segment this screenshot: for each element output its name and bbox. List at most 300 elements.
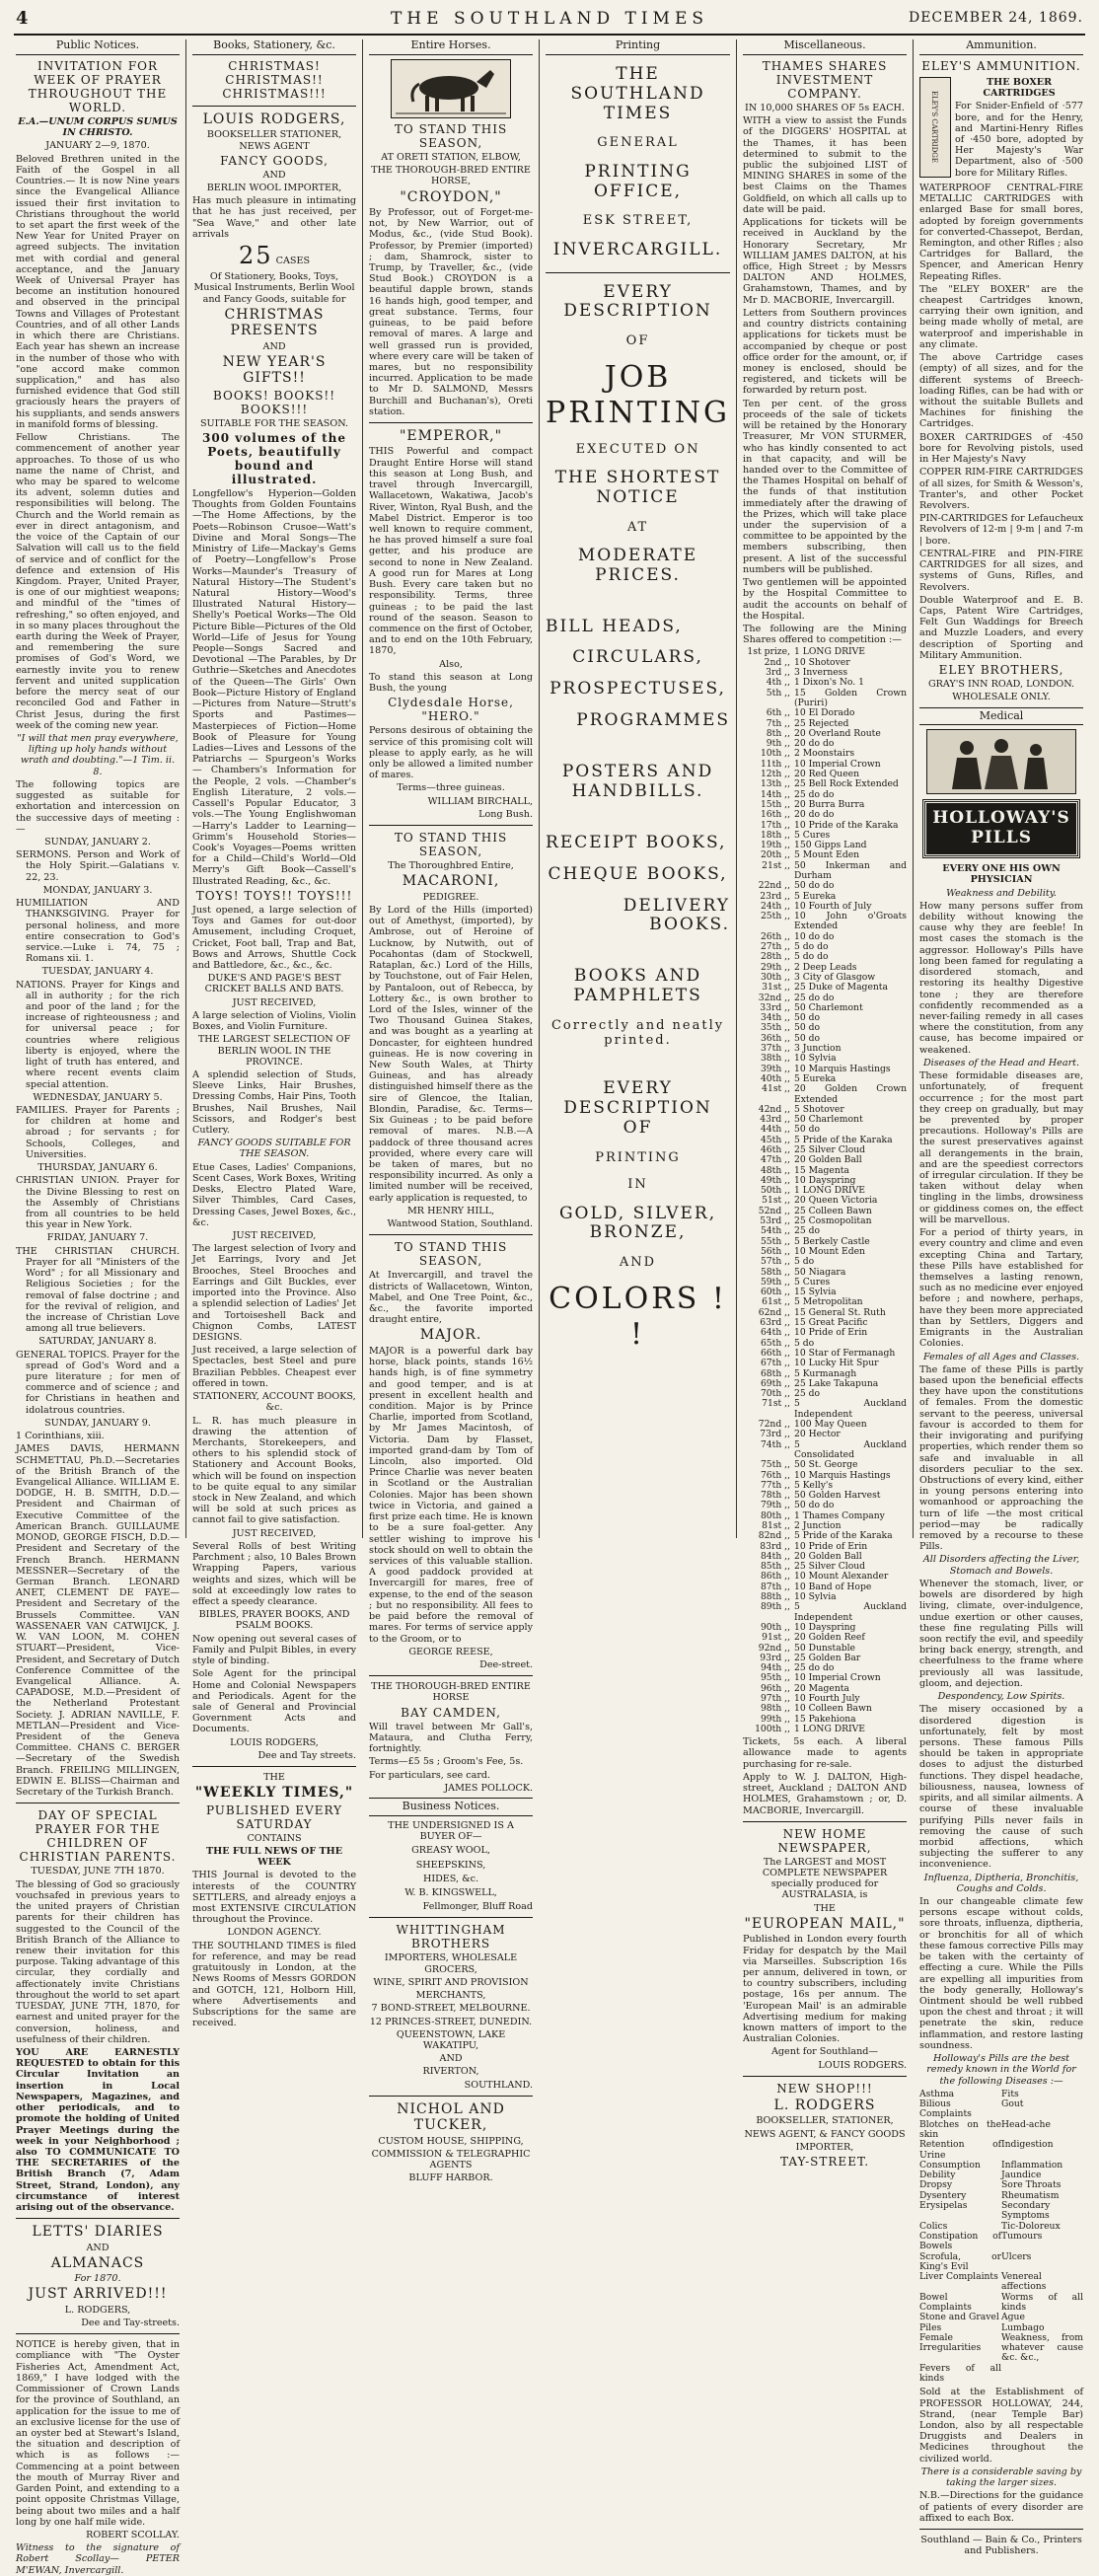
horse-text: MAJOR is a powerful dark bay horse, black points, stands 16½ hands high, is of fine symmetry and good temper, and is at present in excellent health and condition. Major is by Prince Charlie, imported from Scotland, by Mr James Macintosh, of Victoria. Dam by Flasset, imported grand-dam by Tom of Lincoln, also imported. Old Prince Charlie was never beaten in Scotland or the Australian Colonies. Major has been shown twice in Victoria, and gained a first prize each time. He is known to be a sure foal-getter. Any settler wishing to improve his stock should on well to obtain the services of this valuable stallion. A good paddock provided at Invercargill for mares, free of expense, to the end of the season ; but no responsibility. All fees to be paid before the removal of mares. For terms of service apply to the Groom, or to bbox=[369, 1345, 534, 1645]
published: PUBLISHED EVERY SATURDAY bbox=[205, 1803, 343, 1831]
office: PRINTING OFFICE, bbox=[584, 161, 692, 201]
prize-number: 92nd ,, bbox=[758, 1642, 790, 1654]
prize-shares: 2 Junction bbox=[794, 1519, 842, 1531]
filed-text: THE SOUTHLAND TIMES is filed for reference, and may be read gratuitously in London, at the News Rooms of Messrs GORDON and GOTCH, 121, Holborn Hill, where Advertisements and Subscriptions for the same are received. bbox=[192, 1940, 357, 2029]
prize-number: 93rd ,, bbox=[760, 1652, 790, 1663]
and-word: AND bbox=[619, 1255, 657, 1271]
firm-name: WHITTINGHAM BROTHERS bbox=[396, 1923, 506, 1951]
prize-shares: 10 Band of Hope bbox=[794, 1581, 872, 1592]
horse-illustration bbox=[391, 59, 511, 118]
section-header: Entire Horses. bbox=[369, 39, 533, 55]
prize-shares: 10 Pride of Erin bbox=[794, 1540, 868, 1552]
programmes: PROGRAMMES bbox=[576, 710, 730, 731]
prize-number: 15th ,, bbox=[760, 798, 790, 810]
firm-trade: COMMISSION & TELEGRAPHIC AGENTS bbox=[371, 2148, 531, 2171]
prize-number: 48th ,, bbox=[760, 1164, 790, 1176]
disease-item: Secondary Symptoms bbox=[1001, 2200, 1051, 2222]
violins: A large selection of Violins, Violin Boxes, and Violin Furniture. bbox=[192, 1009, 357, 1033]
column-miscellaneous bbox=[737, 38, 914, 2169]
divider bbox=[192, 1766, 356, 1767]
disease-item: Blotches on the skin bbox=[919, 2118, 1002, 2140]
masthead bbox=[14, 6, 1085, 36]
disease-item: Consumption bbox=[919, 2159, 981, 2171]
paragraph: Ten per cent. of the gross proceeds of the sale of tickets will be retained by the Honorary Treasurer, Mr VON STURMER, who has kindly consented to act in that capacity, and will be handed over to the Committee of the Thames Hospital on behalf of the funds of that institution immediately after the drawing of the Prizes, which will take place under the supervision of a committee to be appointed by the members subscribing, then present. A list of the successful numbers will be published. bbox=[743, 398, 908, 575]
prize-shares: 10 Sylvia bbox=[794, 1591, 837, 1603]
bibles-heading: BIBLES, PRAYER BOOKS, AND PSALM BOOKS. bbox=[198, 1609, 350, 1632]
sheepskins: SHEEPSKINS, bbox=[415, 1859, 486, 1871]
cases-number: 25 bbox=[239, 242, 273, 270]
prize-number: 79th ,, bbox=[760, 1500, 790, 1511]
disease-item: Stone and Gravel bbox=[919, 2312, 999, 2323]
day-text: THE CHRISTIAN CHURCH. Prayer for all "Ministers of the Word" ; for all Missionary and Religious Societies ; for the removal of false doctrine ; and for the revival of religion, and the increase of Christian Love among all true believers. bbox=[16, 1245, 181, 1335]
prize-shares: 5 do bbox=[794, 1256, 815, 1268]
terms: Terms—£5 5s ; Groom's Fee, 5s. bbox=[369, 1756, 524, 1768]
disease-item: Jaundice bbox=[1001, 2170, 1042, 2181]
section-header: Printing bbox=[546, 39, 730, 55]
prize-number: 6th ,, bbox=[766, 707, 790, 719]
paragraph: N.B.—Directions for the guidance of patients of every disorder are affixed to each Box. bbox=[919, 2490, 1084, 2524]
prize-shares: 50 do bbox=[794, 1032, 821, 1044]
article-title: DAY OF SPECIAL PRAYER FOR THE CHILDREN OF CHRISTIAN PARENTS. bbox=[19, 1808, 177, 1865]
prize-number: 2nd ,, bbox=[764, 656, 790, 668]
paragraph: In our changeable climate few persons escape without colds, sore throats, influenza, diptheria, or bronchitis for all of which these famous corrective Pills may be taken with the certainty of effecting a cure. While the Pills are expelling all impurities from the body generally, Holloway's Ointment should be well rubbed upon the chest and throat ; it will penetrate the skin, reduce inflammation, and restore lasting soundness. bbox=[919, 1896, 1084, 2051]
prize-shares: 20 do do bbox=[794, 809, 835, 821]
gold-silver-bronze: GOLD, SILVER, BRONZE, bbox=[558, 1203, 717, 1243]
prize-number: 7th ,, bbox=[766, 717, 790, 729]
firm-trade: WINE, SPIRIT AND PROVISION bbox=[373, 1976, 529, 1988]
dates: TUESDAY, JUNE 7TH 1870. bbox=[31, 1866, 165, 1877]
prize-shares: 20 Queen Victoria bbox=[794, 1195, 878, 1207]
every-description: EVERY DESCRIPTION bbox=[563, 281, 712, 322]
signature-place: Fellmonger, Bluff Road bbox=[422, 1901, 534, 1913]
prize-shares: 50 do bbox=[794, 1012, 821, 1024]
prize-shares: 1 LONG DRIVE bbox=[794, 646, 865, 658]
subhead: Despondency, Low Spirits. bbox=[937, 1691, 1065, 1703]
firm-name: ELEY BROTHERS, bbox=[938, 663, 1064, 678]
revolving: BOXER CARTRIDGES of ·450 bore for Revolving pistols, used in Her Majesty's Navy bbox=[919, 431, 1084, 466]
prize-shares: 25 Colleen Bawn bbox=[794, 1205, 872, 1216]
prize-row bbox=[743, 1633, 907, 1643]
signature: W. B. KINGSWELL, bbox=[404, 1886, 497, 1898]
wholesale: WHOLESALE ONLY. bbox=[952, 692, 1051, 703]
prize-shares: 5 Auckland Independent bbox=[794, 1601, 908, 1623]
prize-shares: 50 do do bbox=[794, 1500, 835, 1511]
prize-number: 95th ,, bbox=[760, 1672, 790, 1684]
and-word: AND bbox=[262, 169, 286, 181]
ad-name: L. RODGERS, bbox=[64, 2304, 131, 2316]
subhead: Weakness and Debility. bbox=[946, 887, 1057, 899]
prize-shares: 20 Golden Ball bbox=[794, 1154, 862, 1166]
prize-shares: 25 Golden Bar bbox=[794, 1652, 861, 1663]
prize-number: 11th ,, bbox=[760, 758, 790, 770]
disease-item: Lumbago bbox=[1001, 2321, 1045, 2333]
every-description: EVERY DESCRIPTION OF bbox=[563, 1078, 712, 1139]
prize-number: 57th ,, bbox=[760, 1256, 790, 1268]
signature-place: Dee-street. bbox=[479, 1658, 534, 1670]
prize-number: 55th ,, bbox=[760, 1235, 790, 1247]
prize-shares: 5 Eureka bbox=[794, 1072, 837, 1084]
shares: IN 10,000 SHARES OF 5s EACH. bbox=[745, 102, 905, 113]
journal-text: THIS Journal is devoted to the interests of the COUNTRY SETTLERS, and already enjoys a most EXTENSIVE CIRCULATION throughout the Province. bbox=[192, 1870, 357, 1926]
paper-name: THE SOUTHLAND TIMES bbox=[570, 63, 705, 123]
disease-item: Female Irregularities bbox=[919, 2331, 982, 2354]
prize-shares: 25 Duke of Magenta bbox=[794, 982, 888, 994]
page-number: 4 bbox=[16, 8, 29, 29]
disease-item: Head-ache bbox=[1001, 2118, 1051, 2130]
prize-number: 89th ,, bbox=[760, 1601, 790, 1613]
new-years-gifts: NEW YEAR'S GIFTS!! bbox=[222, 353, 327, 387]
prize-shares: 3 Inverness bbox=[794, 667, 848, 679]
prize-row bbox=[743, 708, 907, 718]
christmas-presents: CHRISTMAS PRESENTS bbox=[224, 306, 325, 339]
prize-shares: 25 do do bbox=[794, 788, 835, 800]
prize-shares: 50 St. George bbox=[794, 1459, 858, 1471]
prize-number: 60th ,, bbox=[760, 1287, 790, 1298]
prize-row bbox=[743, 689, 907, 709]
physician-illustration bbox=[926, 729, 1076, 794]
copper: COPPER RIM-FIRE CARTRIDGES of all sizes, for Smith & Wesson's, Tranter's, and other Pocket Revolvers. bbox=[919, 467, 1084, 511]
prize-number: 5th ,, bbox=[766, 687, 790, 699]
just-received: JUST RECEIVED, bbox=[232, 996, 317, 1008]
divider bbox=[369, 1234, 533, 1235]
section-header: Ammunition. bbox=[919, 39, 1083, 55]
booklist: Longfellow's Hyperion—Golden Thoughts from Golden Fountains—The Home Affections, by the Poets—Robinson Crusoe—Watt's Divine and Moral Songs—The Ministry of Life—Mackay's Gems of Poetry—Longfellow's Prose Works—Maunder's Treasury of Natural History—The Student's Natural History—Wood's Illustrated Natural History—Shelly's Poetical Works—The Old Picture Bible—Pictures of the Old World—Life of Jesus for Young People—Songs Sacred and Devotional —The Parables, by Dr Guthrie—Sketches and Anecdotes of the Queen—The Girls' Own Book—Picture History of England—Pictures from Nature—Strutt's Sports and Pastimes—Masterpieces of Fiction—Home Book of Pleasure for Young Ladies—Lives and Lessons of the Patriarchs — Spurgeon's Works — Chambers's Information for the People, 2 vols. —Chamber's English Literature, 2 vols.—Cassell's Popular Educator, 3 vols.—The Young Englishwoman—Harry's Ladder to Learning—Grimm's Household Stories—Cook's Voyages—Poems written for a Child—Child's World—Old Merry's Gift Book—Cassell's Illustrated Reading, &c., &c. bbox=[192, 487, 357, 887]
prize-number: 21st ,, bbox=[762, 859, 790, 871]
horse-text: Persons desirous of obtaining the service of this promising colt will please to apply early, as he will only be allowed a limited number of mares. bbox=[369, 725, 534, 781]
prize-shares: 10 Dayspring bbox=[794, 1621, 856, 1633]
prize-number: 100th ,, bbox=[755, 1723, 790, 1734]
prize-shares: 10 John o'Groats Extended bbox=[794, 911, 908, 932]
columns bbox=[10, 38, 1089, 2576]
firm-trade: IMPORTERS, WHOLESALE GROCERS, bbox=[384, 1952, 518, 1975]
prize-number: 32nd ,, bbox=[758, 992, 790, 1003]
prize-shares: 50 do bbox=[794, 1022, 821, 1034]
intro: Has much pleasure in intimating that he has just received, per "Sea Wave," and other late arrivals bbox=[192, 195, 357, 240]
stand-heading: TO STAND THIS SEASON, bbox=[394, 121, 508, 150]
prize-row bbox=[743, 810, 907, 820]
disease-item: Fits bbox=[1001, 2088, 1019, 2099]
of: OF bbox=[625, 333, 650, 349]
prize-number: 50th ,, bbox=[760, 1185, 790, 1197]
full-news: THE FULL NEWS OF THE WEEK bbox=[206, 1845, 343, 1869]
prize-number: 24th ,, bbox=[760, 900, 790, 912]
paper-title: THE SOUTHLAND TIMES bbox=[390, 9, 709, 29]
prize-shares: 20 Red Queen bbox=[794, 769, 860, 780]
prize-shares: 10 Mount Alexander bbox=[794, 1571, 889, 1582]
day-text: NATIONS. Prayer for Kings and all in authority ; for the rich and poor of the land ; for the increase of righteousness ; and for universal peace ; for countries where religious liberty is enjoyed, where the light of truth has entered, and where recent events claim special attention. bbox=[16, 979, 181, 1090]
disease-item: Fevers of all kinds bbox=[919, 2362, 1002, 2385]
prize-shares: 5 do do bbox=[794, 951, 829, 963]
prize-number: 62nd ,, bbox=[758, 1306, 790, 1318]
day-text: FAMILIES. Prayer for Parents ; for children at home and abroad ; for servants ; for Schools, Colleges, and Universities. bbox=[16, 1105, 181, 1160]
prize-shares: 10 El Dorado bbox=[794, 707, 855, 719]
disease-item: Rheumatism bbox=[1001, 2189, 1060, 2201]
firm-address: GRAY'S INN ROAD, LONDON. bbox=[927, 679, 1075, 691]
divider bbox=[919, 2529, 1083, 2530]
day-title: SUNDAY, JANUARY 2. bbox=[44, 836, 151, 847]
column-public-notices bbox=[10, 38, 186, 2576]
berlin: BERLIN WOOL IMPORTER, bbox=[206, 183, 342, 194]
bill-heads: BILL HEADS, bbox=[546, 616, 683, 636]
firm-trade: MERCHANTS, bbox=[415, 1990, 486, 2002]
prize-number: 76th ,, bbox=[760, 1469, 790, 1481]
prize-shares: 5 Berkely Castle bbox=[794, 1235, 870, 1247]
firm-address: RIVERTON, bbox=[422, 2066, 479, 2078]
prize-number: 35th ,, bbox=[760, 1022, 790, 1034]
prize-row bbox=[743, 983, 907, 993]
colors: COLORS ! ! bbox=[549, 1282, 727, 1352]
prize-number: 74th ,, bbox=[760, 1438, 790, 1450]
disease-item: Colics bbox=[919, 2220, 948, 2232]
apply: Apply to W. J. DALTON, High-street, Auckland ; DALTON AND HOLMES, Grahamstown ; or, D. MACBORIE, Invercargill. bbox=[743, 1771, 908, 1816]
prize-number: 34th ,, bbox=[760, 1012, 790, 1024]
disease-item: Erysipelas bbox=[919, 2200, 968, 2212]
prize-shares: 10 Marquis Hastings bbox=[794, 1469, 891, 1481]
prize-number: 58th ,, bbox=[760, 1266, 790, 1278]
prize-number: 77th ,, bbox=[760, 1479, 790, 1491]
paragraph: These formidable diseases are, unfortunately, of frequent occurrence ; for the most part they creep on gradually, but may be prevented by proper precautions. Holloway's Pills are the surest preservatives against all derangements in the brain, and are the speediest correctors of irregular circulation. If they be taken without delay when tingling in the limbs, drowsiness or giddiness comes on, the effect will be marvellous. bbox=[919, 1070, 1084, 1225]
pin: PIN-CARTRIDGES for Lefaucheux Revolvers of 12-m | 9-m | and 7-m | bore. bbox=[919, 513, 1084, 547]
disease-item: Venereal affections bbox=[1001, 2271, 1047, 2293]
prize-shares: 3 City of Glasgow bbox=[794, 971, 876, 983]
prize-shares: 5 Cures bbox=[794, 1276, 831, 1288]
eley-boxer: The "ELEY BOXER" are the cheapest Cartridges known, carrying their own ignition, and being made wholly of metal, are waterproof and imperishable in any climate. bbox=[919, 283, 1084, 350]
prize-number: 27th ,, bbox=[760, 941, 790, 953]
new-shop: NEW SHOP!!! bbox=[776, 2081, 873, 2096]
prize-number: 81st ,, bbox=[762, 1519, 790, 1531]
prize-row bbox=[743, 1359, 907, 1368]
company-title: THAMES SHARES INVESTMENT COMPANY. bbox=[762, 58, 888, 101]
prize-number: 99th ,, bbox=[760, 1713, 790, 1725]
paragraph: For a period of thirty years, in every country and clime and even excepting China and Tartary, these Pills have established for themselves a lasting renown, such as no medicine ever enjoyed before ; and nowhere, perhaps, have they been more appreciated than by Settlers, Diggers and Emigrants in the Australian Colonies. bbox=[919, 1227, 1084, 1350]
prize-shares: 10 Star of Fermanagh bbox=[794, 1347, 896, 1359]
article-title: INVITATION FOR WEEK OF PRAYER THROUGHOUT THE WORLD. bbox=[28, 58, 168, 114]
firm-trade: CUSTOM HOUSE, SHIPPING, bbox=[378, 2135, 524, 2147]
prize-number: 84th ,, bbox=[760, 1550, 790, 1562]
prize-number: 28th ,, bbox=[760, 951, 790, 963]
signature-address: Dee and Tay streets. bbox=[257, 1749, 357, 1761]
prize-shares: 50 do do bbox=[794, 880, 835, 892]
prize-number: 25th ,, bbox=[760, 911, 790, 922]
prize-shares: 25 Rejected bbox=[794, 717, 849, 729]
horse-name: Clydesdale Horse, "HERO." bbox=[388, 696, 514, 724]
prize-number: 49th ,, bbox=[760, 1174, 790, 1186]
prize-shares: 5 Eureka bbox=[794, 890, 837, 902]
prize-shares: 15 General St. Ruth bbox=[794, 1306, 886, 1318]
prize-row bbox=[743, 1399, 907, 1420]
prize-shares: 150 Gipps Land bbox=[794, 840, 867, 851]
firm-address: 7 BOND-STREET, MELBOURNE. bbox=[371, 2003, 531, 2015]
ad-title: LETTS' DIARIES bbox=[32, 2224, 164, 2241]
paragraph: Two gentlemen will be appointed by the Hospital Committee to audit the accounts on behalf of the Hospital. bbox=[743, 577, 908, 622]
prize-number: 73rd ,, bbox=[760, 1429, 790, 1440]
notice-witness: Witness to the signature of Robert Scollay— PETER M'EWAN, Invercargill. bbox=[16, 2542, 181, 2576]
prize-number: 97th ,, bbox=[760, 1693, 790, 1705]
prize-shares: 100 May Queen bbox=[794, 1419, 867, 1431]
subhead: Holloway's Pills are the best remedy known in the World for the following Diseases :— bbox=[926, 2053, 1076, 2087]
prize-number: 36th ,, bbox=[760, 1032, 790, 1044]
prize-shares: 5 do do bbox=[794, 941, 829, 953]
prize-number: 12th ,, bbox=[760, 769, 790, 780]
prize-shares: 20 Magenta bbox=[794, 1682, 849, 1694]
disease-item: Scrofula, or King's Evil bbox=[919, 2250, 1002, 2272]
prize-number: 91st ,, bbox=[762, 1632, 790, 1644]
horse-text: THIS Powerful and compact Draught Entire Horse will stand this season at Long Bush, and travel through Invercargill, Wallacetown, Wakatiwa, Jacob's River, Winton, Ryal Bush, and the Mabel District. Emperor is too well known to require comment, he has proved himself a sure foal getter, and his produce are second to none in New Zealand. A good run for Mares at Long Bush. Every care taken but no responsibility. Terms, three guineas ; to be paid the last round of the season. Season to commence on the first of October, and to end on the 10th February, 1870, bbox=[369, 446, 534, 657]
prize-shares: 10 Pride of the Karaka bbox=[794, 819, 899, 831]
prize-row bbox=[743, 1084, 907, 1105]
ad-and: AND bbox=[86, 2242, 110, 2253]
prize-shares: 50 do bbox=[794, 1124, 821, 1136]
thoroughbred: The Thoroughbred Entire, bbox=[388, 860, 514, 872]
disease-item: Tic-Doloreux bbox=[1001, 2220, 1061, 2232]
hides: HIDES, &c. bbox=[422, 1873, 479, 1884]
divider bbox=[743, 1821, 907, 1822]
prize-shares: 5 Mount Eden bbox=[794, 849, 860, 861]
prize-number: 70th ,, bbox=[760, 1388, 790, 1400]
paragraph: Fellow Christians. The commencement of another year approaches. To those of us who name the name of Christ, and who may be spared to welcome its advent, solemn duties and responsibilities will belong. The Church and the World remain as ever in direct antagonism, and the voice of the Captain of our Salvation will call us to the field of service and of conflict for the defence and extension of His Kingdom. Prayer, United Prayer, is one of our mightiest weapons; and mindful of the "times of refreshing," so often enjoyed, and in so many places throughout the earth during the Week of Prayer, and remembering the sure promises of God's Word, we earnestly invite you to renew fervent and united supplication before the mercy seat of our reconciled God and Father in Christ Jesus, during the first week of the coming new year. bbox=[16, 432, 181, 731]
prize-number: 71st ,, bbox=[762, 1398, 790, 1410]
prize-number: 39th ,, bbox=[760, 1063, 790, 1074]
paragraph: The fame of these Pills is partly based upon the beneficial effects they have upon the constitutions of females. From the domestic servant to the peeress, universal favour is accorded to them for their invigorating and purifying properties, which render them so safe and invaluable in all disorders peculiar to the sex. Obstructions of every kind, either in young persons entering into womanhood or approaching the turn of life —the most critical period—may be radically removed by a recourse to these Pills. bbox=[919, 1363, 1084, 1553]
prize-number: 66th ,, bbox=[760, 1347, 790, 1359]
prize-shares: 25 do do bbox=[794, 992, 835, 1003]
firm-address: QUEENSTOWN, LAKE WAKATIPU, bbox=[396, 2028, 506, 2051]
signature-place: Long Bush. bbox=[478, 808, 534, 820]
disease-item: Gout bbox=[1001, 2098, 1024, 2110]
ad-subtitle: ALMANACS bbox=[50, 2254, 145, 2271]
prize-shares: 25 Lake Takapuna bbox=[794, 1377, 879, 1389]
paragraph: Applications for tickets will be received in Auckland by the Honorary Secretary, Mr WILLIAM JAMES DALTON, at his office, High Street ; by Messrs DALTON AND HOLMES, Grahamstown, Thames, and by Mr D. MACBORIE, Invercargill. bbox=[743, 217, 908, 306]
stable: AT ORETI STATION, ELBOW, bbox=[381, 151, 521, 163]
divider bbox=[16, 2218, 180, 2219]
waterproof: WATERPROOF CENTRAL-FIRE METALLIC CARTRIDGES with enlarged Base for small bores, adopted by foreign governments for converted-Chassepot, Berdan, Remington, and other Rifles ; also Cartridges for Ballard, the Spencer, and American Henry Repeating Rifles. bbox=[919, 182, 1084, 282]
prize-shares: 5 Kurmanagh bbox=[794, 1367, 857, 1379]
shortest-notice: THE SHORTEST NOTICE bbox=[554, 467, 721, 507]
prize-number: 72nd ,, bbox=[758, 1419, 790, 1431]
paragraph: The misery occasioned by a disordered digestion is unfortunately, felt by most persons. These famous Pills should be taken in appropriate doses to adjust the disturbed functions. They dispel headache, biliousness, nausea, lowness of spirits, and all similar ailments. A course of these invaluable purifying Pills never fails in removing the cause of such morbid affections, which subjecting the sufferer to any inconvenience. bbox=[919, 1704, 1084, 1871]
disease-item: Constipation of Bowels bbox=[919, 2230, 1002, 2252]
boxer-title: THE BOXER CARTRIDGES bbox=[983, 76, 1056, 100]
disease-item: Sore Throats bbox=[1001, 2179, 1062, 2191]
prize-shares: 25 Bell Rock Extended bbox=[794, 778, 899, 790]
prize-number: 68th ,, bbox=[760, 1367, 790, 1379]
horse-name: MAJOR. bbox=[419, 1327, 482, 1344]
weekly-times: "WEEKLY TIMES," bbox=[194, 1785, 354, 1802]
prize-shares: 5 Auckland Consolidated bbox=[794, 1438, 908, 1460]
cheque-books: CHEQUE BOOKS, bbox=[548, 863, 728, 884]
prize-shares: 20 do do bbox=[794, 738, 835, 750]
prize-shares: 1 LONG DRIVE bbox=[794, 1723, 865, 1734]
street: ESK STREET, bbox=[582, 213, 694, 229]
prize-number: 63rd ,, bbox=[760, 1317, 790, 1329]
prize-number: 45th ,, bbox=[760, 1134, 790, 1145]
and-word: AND bbox=[439, 2053, 463, 2065]
disease-item: Tumours bbox=[1001, 2230, 1043, 2242]
cases-text: Of Stationery, Books, Toys, Musical Instruments, Berlin Wool and Fancy Goods, suitable for bbox=[193, 271, 355, 305]
disease-list bbox=[919, 2090, 1083, 2385]
prize-shares: 25 do bbox=[794, 1225, 821, 1237]
prize-number: 88th ,, bbox=[760, 1591, 790, 1603]
day-text: 1 Corinthians, xiii. bbox=[16, 1431, 105, 1442]
prize-shares: 15 Great Pacific bbox=[794, 1317, 868, 1329]
agent-name: LOUIS RODGERS. bbox=[818, 2059, 908, 2071]
prize-row bbox=[743, 1725, 907, 1734]
prize-number: 54th ,, bbox=[760, 1225, 790, 1237]
stand-heading: TO STAND THIS SEASON, bbox=[394, 1240, 508, 1269]
request: YOU ARE EARNESTLY REQUESTED to obtain for this Circular Invitation an insertion in Local Newspapers, Magazines, and other periodicals, and to promote the holding of United Prayer Meetings during the week in your Neighborhood ; also TO COMMUNICATE TO THE SECRETARIES of the British Branch (7, Adam Street, Strand, London), any circumstance of interest arising out of the observance. bbox=[16, 2046, 181, 2214]
prize-row bbox=[743, 1440, 907, 1461]
divider bbox=[369, 1675, 533, 1676]
prize-shares: 10 Marquis Hastings bbox=[794, 1063, 891, 1074]
signature: MR HENRY HILL, bbox=[406, 1205, 495, 1216]
prize-number: 40th ,, bbox=[760, 1072, 790, 1084]
agent: Agent for Southland— bbox=[770, 2046, 879, 2058]
prize-number: 23rd ,, bbox=[760, 890, 790, 902]
firm-address: 12 PRINCES-STREET, DUNEDIN. bbox=[369, 2016, 533, 2027]
prize-shares: 25 do do bbox=[794, 1662, 835, 1674]
firm-name: NICHOL AND TUCKER, bbox=[397, 2100, 505, 2134]
firm-address: SOUTHLAND. bbox=[464, 2079, 534, 2091]
section-header: Medical bbox=[919, 707, 1083, 726]
berlin-selection: THE LARGEST SELECTION OF BERLIN WOOL IN THE PROVINCE. bbox=[197, 1034, 351, 1067]
fancy-heading: FANCY GOODS SUITABLE FOR THE SEASON. bbox=[197, 1138, 351, 1160]
prize-number: 96th ,, bbox=[760, 1682, 790, 1694]
prize-number: 26th ,, bbox=[760, 930, 790, 942]
prize-number: 31st ,, bbox=[762, 982, 790, 994]
disease-item: Liver Complaints bbox=[919, 2271, 998, 2283]
prize-shares: 10 Dayspring bbox=[794, 1174, 856, 1186]
prize-number: 53rd ,, bbox=[760, 1215, 790, 1227]
general: GENERAL bbox=[597, 135, 679, 151]
at: AT bbox=[626, 519, 649, 535]
bay-head: THE THOROUGH-BRED ENTIRE HORSE bbox=[371, 1681, 531, 1704]
volumes: 300 volumes of the Poets, beautifully bound and illustrated. bbox=[202, 430, 347, 486]
prize-shares: 10 Shotover bbox=[794, 656, 850, 668]
prize-shares: 10 Mount Eden bbox=[794, 1245, 865, 1257]
paragraph: How many persons suffer from debility without knowing the cause why they are feeble! In most cases the stomach is the aggressor. Holloway's Pills have long been famed for regulating a disordered stomach, and restoring its healthy Digestive tone ; they are therefore confidently recommended as a never-failing remedy in all cases where the constitution, from any cause, has become impaired or weakened. bbox=[919, 900, 1084, 1056]
divider bbox=[369, 825, 533, 826]
prize-shares: 20 Golden Crown Extended bbox=[794, 1083, 908, 1105]
disease-item: Ague bbox=[1001, 2312, 1025, 2323]
ad-address: Dee and Tay-streets. bbox=[81, 2318, 181, 2329]
posters: POSTERS AND HANDBILLS. bbox=[561, 762, 714, 801]
divider bbox=[192, 106, 356, 107]
prize-number: 46th ,, bbox=[760, 1144, 790, 1155]
divider bbox=[369, 1917, 533, 1918]
prize-number: 90th ,, bbox=[760, 1621, 790, 1633]
jet: The largest selection of Ivory and Jet Earrings, Ivory and Jet Brooches, Steel Brooches and Earrings and Gilt Buckles, ever imported into the Province. Also a splendid selection of Ladies' Jet and Tortoiseshell Back and Chignon Combs, LATEST DESIGNS. bbox=[192, 1243, 357, 1343]
prize-number: 98th ,, bbox=[760, 1703, 790, 1715]
prize-number: 44th ,, bbox=[760, 1124, 790, 1136]
wadding: Double Waterproof and E. B. Caps, Patent Wire Cartridges, Felt Gun Waddings for Breech and Muzzle Loaders, and every description of Sporting and Military Ammunition. bbox=[919, 594, 1084, 661]
shop-trade: IMPORTER, bbox=[795, 2141, 854, 2153]
paragraph: Beloved Brethren united in the Faith of the Gospel in all Countries.— It is now Nine years since the Evangelical Alliance issued their first invitation to Christians throughout the world to set apart the first week of the New Year for United Prayer on agreed subjects. The invitation met with cordial and general acceptance, and the January Week of Universal Prayer has become an institution honoured and observed in the principal Towns and Villages of Protestant Countries, and of all other Lands in which there are Christians. Each year has shewn an increase in the number of those who with "one accord make common supplication," and has also furnished evidence that God still graciously hears the prayers of his suppliants, and sends answers in manifold forms of blessing. bbox=[16, 153, 181, 430]
receipt-books: RECEIPT BOOKS, bbox=[546, 832, 727, 852]
prize-number: 83rd ,, bbox=[760, 1540, 790, 1552]
circulars: CIRCULARS, bbox=[572, 647, 703, 668]
stand-heading: TO STAND THIS SEASON, bbox=[394, 831, 508, 859]
prize-shares: 50 Inkerman and Durham bbox=[794, 859, 908, 881]
disease-item: Asthma bbox=[919, 2088, 955, 2099]
shop-address: TAY-STREET. bbox=[779, 2154, 870, 2169]
horse-text: Will travel between Mr Gall's, Mataura, and Clutha Ferry, fortnightly. bbox=[369, 1721, 534, 1755]
column-books-stationery bbox=[186, 38, 363, 2029]
books-heading: BOOKS! BOOKS!! BOOKS!!! bbox=[212, 388, 336, 416]
prize-number: 16th ,, bbox=[760, 809, 790, 821]
prize-shares: 25 Silver Cloud bbox=[794, 1144, 866, 1155]
paragraph: WITH a view to assist the Funds of the DIGGERS' HOSPITAL at the Thames, it has been determined to submit to the public the subjoined LIST of MINING SHARES in some of the best Claims on the Thames Goldfield, on which all calls up to date will be paid. bbox=[743, 115, 908, 215]
prize-shares: 25 Cosmopolitan bbox=[794, 1215, 872, 1227]
